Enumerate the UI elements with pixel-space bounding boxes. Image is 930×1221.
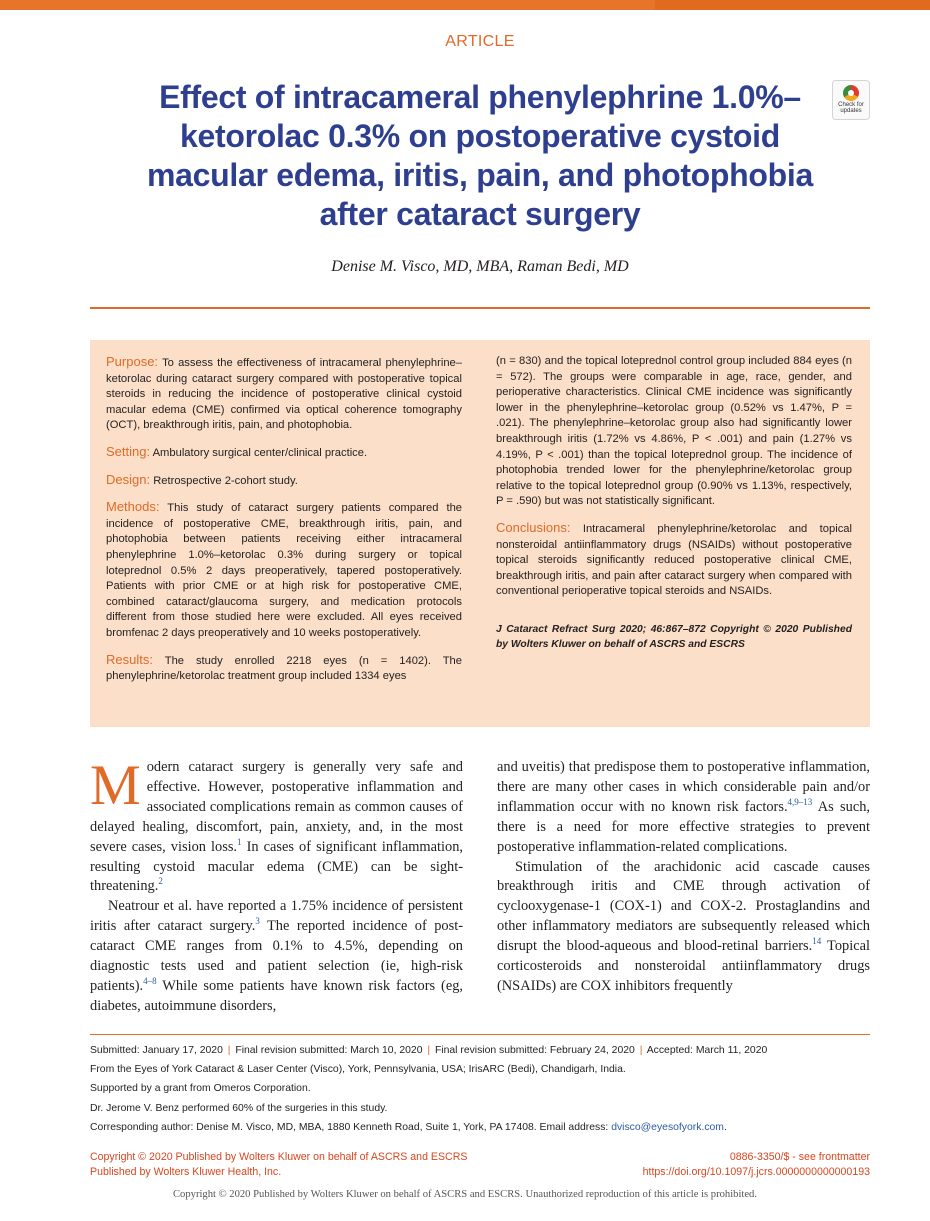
affiliation-note: From the Eyes of York Cataract & Laser Center (Visco), York, Pennsylvania, USA; IrisARC (Bedi), Chandigarh, India.	[90, 1064, 626, 1075]
body-column-right	[497, 758, 870, 997]
body-text: The reported incidence of post-cataract CME ranges from 0.1% to 4.5%, depending on diagnostic tests used and patient selection (ie, high-risk patients).	[90, 918, 463, 994]
separator: |	[639, 1045, 643, 1056]
abstract-results	[106, 652, 462, 685]
reference-link[interactable]: 2	[158, 876, 163, 887]
drop-cap: M	[90, 754, 141, 817]
design-text: Retrospective 2-cohort study.	[153, 474, 298, 487]
separator: |	[227, 1045, 231, 1056]
abstract-purpose	[106, 354, 462, 434]
issn-doi-info	[560, 1150, 870, 1180]
accepted-date: Accepted: March 11, 2020	[646, 1045, 768, 1056]
body-paragraph	[497, 758, 870, 858]
setting-text: Ambulatory surgical center/clinical practice.	[152, 446, 368, 459]
badge-label-line2: updates	[840, 108, 862, 114]
body-text: As such, there is a need for more effective strategies to prevent postoperative inflammation-related complications.	[497, 798, 870, 855]
conclusions-text: Intracameral phenylephrine/ketorolac and topical nonsteroidal antiinflammatory drugs (NSAIDs) without postoperative topical steroids significantly reduced postoperative clinical CME, breakthrough iritis, and pain after cataract surgery when compared with conventional perioperative topical steroids and NSAIDs.	[496, 522, 853, 598]
body-text: In cases of significant inflammation, resulting cystoid macular edema (CME) can be sight-threatening.	[90, 838, 463, 895]
doi-link[interactable]: https://doi.org/10.1097/j.jcrs.0000000000000193	[642, 1166, 870, 1178]
author-list: Denise M. Visco, MD, MBA, Raman Bedi, MD	[331, 258, 629, 275]
submission-dates	[90, 1044, 870, 1058]
corresponding-end: .	[723, 1122, 727, 1133]
body-paragraph	[90, 897, 463, 1016]
reference-link[interactable]: 14	[812, 936, 822, 947]
results-heading: Results:	[106, 651, 153, 667]
body-text: and uveitis) that predispose them to postoperative inflammation, there are many other cases in which considerable pain and/or inflammation occur with no known risk factors.	[497, 759, 870, 815]
reference-link[interactable]: 1	[237, 836, 242, 847]
purpose-heading: Purpose:	[106, 354, 159, 369]
setting-heading: Setting:	[106, 443, 151, 459]
email-link[interactable]: dvisco@eyesofyork.com	[611, 1122, 724, 1133]
copyright-line: Copyright © 2020 Published by Wolters Kluwer on behalf of ASCRS and ESCRS	[90, 1151, 468, 1163]
corresponding-author	[90, 1121, 870, 1135]
abstract-box	[90, 340, 870, 727]
journal-citation: J Cataract Refract Surg 2020; 46:867–872 Copyright © 2020 Published by Wolters Kluwer on behalf of ASCRS and ESCRS	[496, 623, 852, 650]
publisher-info	[90, 1150, 467, 1180]
corresponding-text: Corresponding author: Denise M. Visco, MD, MBA, 1880 Kenneth Road, Suite 1, York, PA 17408. Email address:	[90, 1122, 609, 1133]
abstract-column-left	[106, 354, 462, 695]
abstract-conclusions	[496, 520, 852, 600]
article-title: Effect of intracameral phenylephrine 1.0%–ketorolac 0.3% on postoperative cystoid macular edema, iritis, pain, and photophobia after cataract surgery	[146, 79, 814, 232]
body-text: Stimulation of the arachidonic acid cascade causes breakthrough iritis and CME through activation of cyclooxygenase-1 (COX-1) and COX-2. Prostaglandins and other inflammatory mediators are subsequently released which disrupt the blood-aqueous and blood-retinal barriers.	[497, 858, 870, 955]
separator: |	[427, 1045, 431, 1056]
issn-line: 0886-3350/$ - see frontmatter	[729, 1151, 870, 1163]
results-text-part1: The study enrolled 2218 eyes (n = 1402). The phenylephrine/ketorolac treatment group included 1334 eyes	[106, 654, 462, 683]
publisher-line: Published by Wolters Kluwer Health, Inc.	[90, 1166, 282, 1178]
submitted-date: Submitted: January 17, 2020	[90, 1045, 223, 1056]
abstract-column-right	[496, 354, 852, 652]
conclusions-heading: Conclusions:	[496, 519, 571, 535]
abstract-setting	[106, 444, 462, 462]
body-text: Neatrour et al. have reported a 1.75% incidence of persistent iritis after cataract surgery.	[90, 898, 463, 935]
results-text-part2: (n = 830) and the topical loteprednol control group included 884 eyes (n = 572). The groups were comparable in age, race, gender, and perioperative characteristics. Clinical CME incidence was significantly lower in the phenylephrine–ketorolac group (0.52% vs 1.47%, P = .021). The phenylephrine–ketorolac group also had significantly lower breakthrough iritis (1.72% vs 4.86%, P < .001) and pain (1.27% vs 4.19%, P < .001) than the topical loteprednol group. The incidence of photophobia trended lower for the phenylephrine/ketorolac group relative to the topical loteprednol group (0.90% vs 1.13%, respectively, P = .590) but was not statistically significant.	[496, 355, 852, 508]
body-paragraph	[90, 754, 463, 897]
badge-label-line1: Check for	[838, 102, 864, 108]
final-revision-date: Final revision submitted: February 24, 2020	[434, 1045, 635, 1056]
reproduction-notice: Copyright © 2020 Published by Wolters Kluwer on behalf of ASCRS and ESCRS. Unauthorized reproduction of this article is prohibited.	[172, 1189, 757, 1200]
design-heading: Design:	[106, 471, 151, 487]
surgeon-note: Dr. Jerome V. Benz performed 60% of the surgeries in this study.	[90, 1103, 388, 1114]
methods-heading: Methods:	[106, 499, 160, 515]
footnote-divider	[90, 1034, 870, 1035]
funding-note: Supported by a grant from Omeros Corporation.	[90, 1083, 311, 1094]
body-text: Topical corticosteroids and nonsteroidal antiinflammatory drugs (NSAIDs) are COX inhibitors frequently	[497, 938, 870, 994]
body-text: While some patients have known risk factors (eg, diabetes, autoimmune disorders,	[90, 977, 463, 1014]
body-paragraph	[497, 858, 870, 997]
reference-link[interactable]: 4,9–13	[787, 796, 813, 807]
top-accent-bar-segment	[655, 0, 930, 10]
section-label: ARTICLE	[445, 33, 515, 50]
body-column-left	[90, 754, 463, 1017]
methods-text: This study of cataract surgery patients compared the incidence of postoperative CME, breakthrough iritis, pain, and photophobia between patients receiving either intracameral phenylephrine 1.0%–ketorolac 0.3% during surgery or topical loteprednol 0.5% 2 days preoperatively, tapered postoperatively. Patients with prior CME or at high risk for postoperative CME, combined cataract/glaucoma surgery, and medication protocols different from those studied here were excluded. All eyes received bromfenac 2 days preoperatively and 10 weeks postoperatively.	[106, 502, 463, 639]
abstract-design	[106, 472, 462, 490]
check-updates-icon	[843, 85, 859, 101]
check-for-updates-button[interactable]	[832, 80, 870, 120]
header-divider	[90, 307, 870, 309]
reference-link[interactable]: 4–8	[143, 975, 157, 986]
reference-link[interactable]: 3	[255, 916, 260, 927]
abstract-methods	[106, 499, 462, 641]
body-text: odern cataract surgery is generally very safe and effective. However, postoperative inflammation and associated complications remain as common causes of delayed healing, discomfort, pain, anxiety, and, in the most severe cases, vision loss.	[90, 759, 463, 855]
purpose-text: To assess the effectiveness of intracameral phenylephrine–ketorolac during cataract surgery compared with postoperative topical steroids in reducing the incidence of postoperative clinical cystoid macular edema (CME) confirmed via optical coherence tomography (OCT), breakthrough iritis, pain, and photophobia.	[106, 357, 462, 432]
final-revision-date: Final revision submitted: March 10, 2020	[235, 1045, 423, 1056]
